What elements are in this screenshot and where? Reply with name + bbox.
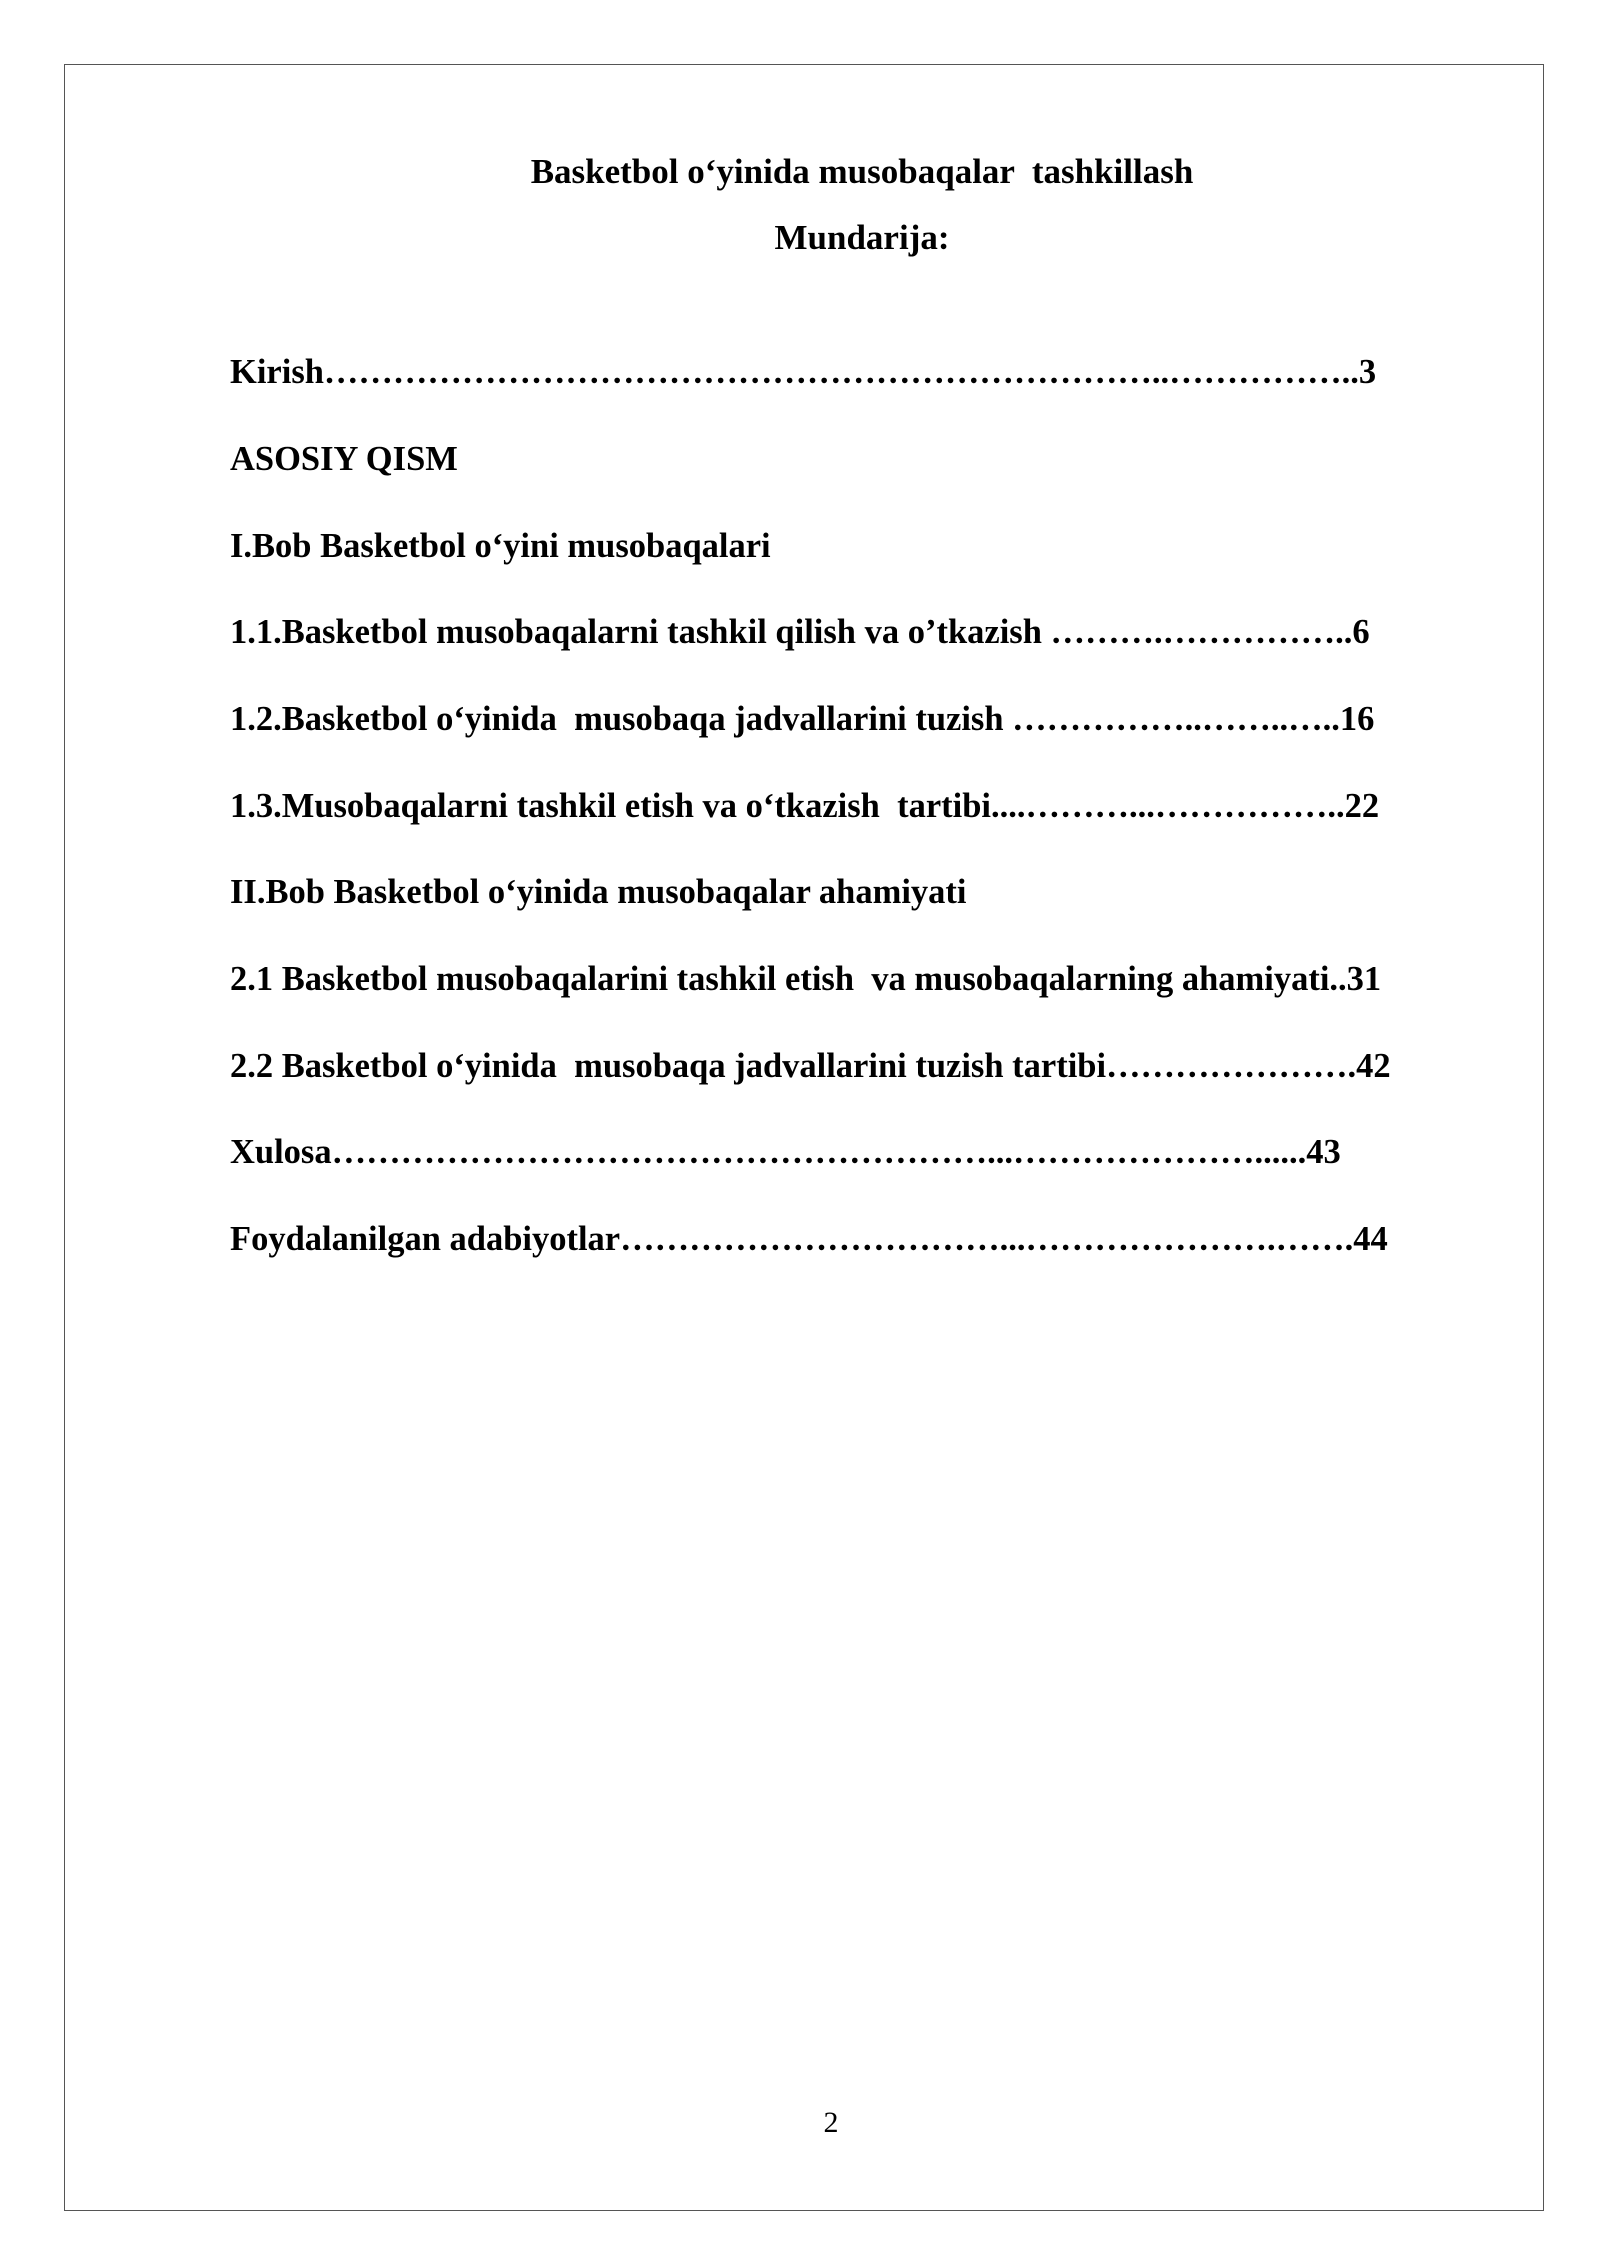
toc-entry-chapter-1: I.Bob Basketbol o‘yini musobaqalari [230, 527, 771, 565]
toc-heading: Mundarija: [774, 218, 950, 257]
toc-entry-1-3: 1.3.Musobaqalarni tashkil etish va o‘tkazish tartibi....………...……………..22 [230, 787, 1380, 825]
page-number: 2 [823, 2106, 839, 2139]
toc-entry-kirish: Kirish………………………………………………………………..……………..3 [230, 353, 1377, 391]
toc-entry-2-1: 2.1 Basketbol musobaqalarini tashkil etish va musobaqalarning ahamiyati..31 [230, 960, 1382, 998]
document-title: Basketbol o‘yinida musobaqalar tashkillash [530, 152, 1194, 191]
toc-entry-xulosa: Xulosa…………………………………………………...…………………......43 [230, 1133, 1341, 1171]
toc-entry-2-2: 2.2 Basketbol o‘yinida musobaqa jadvallarini tuzish tartibi………………….42 [230, 1047, 1391, 1085]
toc-entry-chapter-2: II.Bob Basketbol o‘yinida musobaqalar ahamiyati [230, 873, 967, 911]
toc-entry-1-2: 1.2.Basketbol o‘yinida musobaqa jadvallarini tuzish ……………..……..…..16 [230, 700, 1375, 738]
toc-entry-asosiy-qism: ASOSIY QISM [230, 440, 458, 478]
toc-entry-adabiyotlar: Foydalanilgan adabiyotlar……………………………...………………….…….44 [230, 1220, 1388, 1258]
toc-entry-1-1: 1.1.Basketbol musobaqalarni tashkil qilish va o’tkazish ……….……………..6 [230, 613, 1370, 651]
